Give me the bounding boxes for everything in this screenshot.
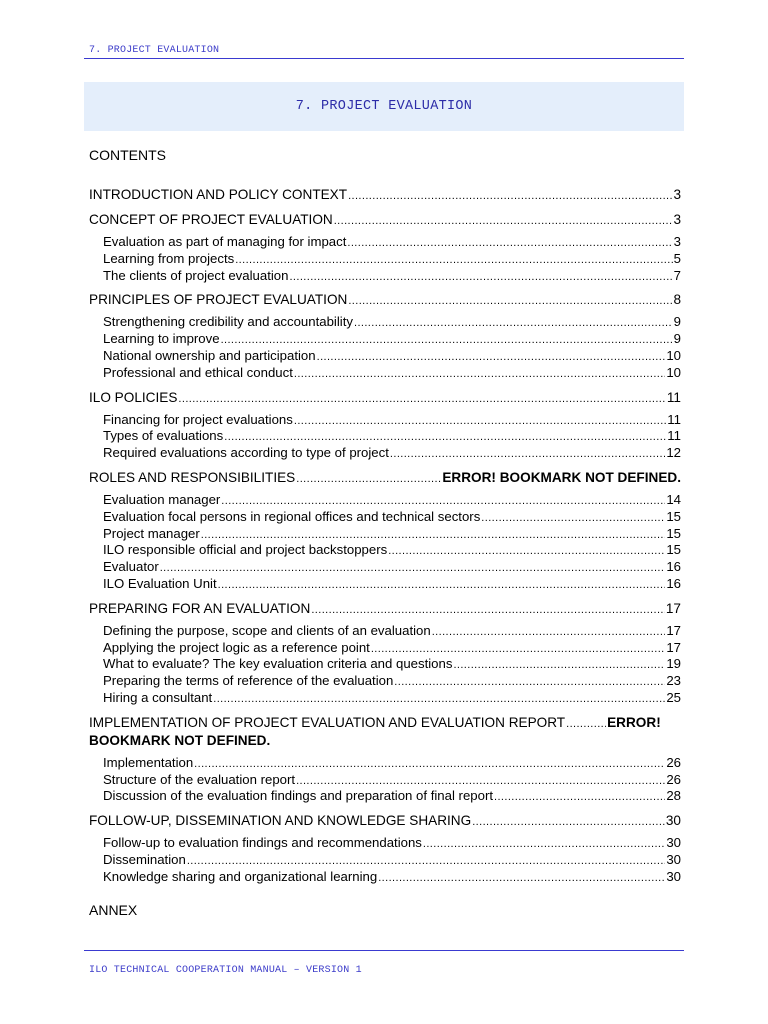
toc-entry-title: Implementation [103,754,194,770]
toc-leader-dots [201,527,666,543]
toc-subsection-entry[interactable] [89,772,681,789]
toc-page-number: 16 [666,559,681,575]
toc-leader-dots [334,212,673,229]
toc-entry-title: The clients of project evaluation [103,267,289,283]
toc-page-number: 30 [665,813,681,829]
toc-page-number: 14 [666,491,681,507]
toc-entry-title: Evaluation as part of managing for impact [103,234,347,249]
toc-subsection-entry[interactable] [89,755,681,772]
toc-entry-error-continued: BOOKMARK NOT DEFINED. [89,732,271,748]
toc-entry-title: Strengthening credibility and accountability [103,314,353,330]
toc-entry-title: ILO Evaluation Unit [103,575,217,591]
toc-subsection-entry[interactable] [89,331,681,348]
toc-page-number: 15 [666,525,681,541]
toc-leader-dots [348,187,672,204]
toc-leader-dots [348,292,672,309]
toc-leader-dots [224,429,666,445]
toc-leader-dots [566,715,606,732]
toc-entry-title: Learning to improve [103,331,220,347]
toc-leader-dots [289,269,672,285]
toc-leader-dots [317,349,666,365]
toc-leader-dots [453,657,665,673]
toc-page-number: 15 [666,542,681,558]
toc-entry-title: Follow-up to evaluation findings and recommendations [103,835,422,851]
toc-subsection-entry[interactable] [89,509,681,526]
toc-page-number: 5 [673,250,681,266]
toc-section-entry[interactable] [89,811,681,830]
toc-leader-dots [178,390,665,407]
toc-entry-title: Learning from projects [103,250,235,266]
toc-subsection-entry[interactable] [89,542,681,559]
toc-subsection-entry[interactable] [89,656,681,673]
toc-entry-title: Evaluation focal persons in regional offices and technical sectors [103,508,481,524]
toc-section-entry[interactable] [89,185,681,204]
toc-entry-title: Discussion of the evaluation findings and preparation of final report [103,788,494,804]
toc-page-number: 17 [666,622,681,638]
toc-leader-dots [494,789,665,805]
toc-entry-title: Financing for project evaluations [103,411,293,427]
toc-entry-title: Types of evaluations [103,428,224,444]
toc-entry-title: PREPARING FOR AN EVALUATION [89,600,311,616]
toc-page-number: 17 [665,600,681,616]
toc-entry-title: IMPLEMENTATION OF PROJECT EVALUATION AND EVALUATION REPORT [89,714,566,730]
toc-subsection-entry[interactable] [89,268,681,285]
toc-subsection-entry[interactable] [89,559,681,576]
toc-page-number: 23 [666,673,681,689]
toc-subsection-entry[interactable] [89,788,681,805]
toc-leader-dots [378,870,665,886]
toc-page-number: 30 [666,851,681,867]
header-rule [84,58,684,59]
toc-page-number: 10 [666,364,681,380]
toc-entry-error: ERROR! [607,714,661,730]
toc-leader-dots [294,366,665,382]
toc-entry-title: Applying the project logic as a reference point [103,639,370,655]
toc-subsection-entry[interactable] [89,492,681,509]
toc-page-number: 25 [666,689,681,705]
toc-entry-title: INTRODUCTION AND POLICY CONTEXT [89,187,348,202]
toc-subsection-entry[interactable] [89,412,681,429]
toc-entry-title: Defining the purpose, scope and clients of an evaluation [103,622,431,638]
toc-page-number: 10 [666,347,681,363]
toc-page-number: 19 [666,656,681,672]
toc-leader-dots [347,235,672,251]
toc-leader-dots [472,813,665,830]
toc-subsection-entry[interactable] [89,835,681,852]
toc-leader-dots [432,624,666,640]
toc-section-entry[interactable] [89,599,681,618]
toc-entry-title: Hiring a consultant [103,689,213,705]
toc-page-number: 17 [666,639,681,655]
toc-entry-title: Dissemination [103,851,186,867]
toc-page-number: 9 [673,331,681,347]
toc-page-number: 11 [667,411,681,427]
toc-page-number: 8 [673,292,681,308]
toc-leader-dots [296,470,441,487]
toc-page-number: 9 [673,314,681,330]
annex-heading: ANNEX [89,902,138,918]
toc-section-entry[interactable] [89,210,681,229]
toc-section-entry[interactable] [89,468,681,487]
toc-subsection-entry[interactable] [89,314,681,331]
toc-leader-dots [213,691,665,707]
toc-entry-title: Structure of the evaluation report [103,771,296,787]
toc-subsection-entry[interactable] [89,673,681,690]
toc-leader-dots [423,836,665,852]
toc-subsection-entry[interactable] [89,640,681,657]
toc-subsection-entry[interactable] [89,428,681,445]
toc-subsection-entry[interactable] [89,576,681,593]
toc-subsection-entry[interactable] [89,365,681,382]
toc-subsection-entry[interactable] [89,526,681,543]
toc-leader-dots [294,413,666,429]
toc-leader-dots [235,252,672,268]
toc-entry-title: National ownership and participation [103,347,316,363]
toc-entry-title: Evaluation manager [103,491,221,507]
toc-page-number: 26 [666,771,681,787]
toc-entry-title: Evaluator [103,559,159,575]
toc-subsection-entry[interactable] [89,852,681,869]
toc-subsection-entry[interactable] [89,234,681,251]
toc-leader-dots [187,853,666,869]
toc-subsection-entry[interactable] [89,445,681,462]
toc-page-number: 3 [673,212,681,227]
contents-heading: CONTENTS [89,147,166,163]
toc-leader-dots [221,332,673,348]
toc-leader-dots [296,773,665,789]
toc-entry-error: ERROR! BOOKMARK NOT DEFINED. [442,469,681,485]
toc-subsection-entry[interactable] [89,690,681,707]
toc-entry-title: Professional and ethical conduct [103,364,293,380]
toc-entry-title: Project manager [103,525,200,541]
toc-leader-dots [371,641,665,657]
toc-entry-title: ILO responsible official and project backstoppers [103,542,388,558]
toc-leader-dots [194,756,665,772]
toc-page-number: 26 [666,754,681,770]
toc-entry-title: ILO POLICIES [89,389,178,405]
toc-leader-dots [160,560,666,576]
toc-page-number: 28 [666,788,681,804]
toc-page-number: 15 [666,508,681,524]
toc-entry-title: Preparing the terms of reference of the evaluation [103,673,394,689]
toc-subsection-entry[interactable] [89,251,681,268]
toc-subsection-entry[interactable] [89,869,681,886]
footer-rule [84,950,684,951]
toc-page-number: 30 [666,868,681,884]
toc-page-number: 12 [666,445,681,461]
toc-leader-dots [390,446,665,462]
table-of-contents [89,185,681,886]
toc-page-number: 7 [673,267,681,283]
running-header: 7. PROJECT EVALUATION [89,45,220,56]
toc-page-number: 3 [673,187,681,202]
toc-leader-dots [394,674,665,690]
toc-entry-title: What to evaluate? The key evaluation criteria and questions [103,656,453,672]
toc-entry-wrapped[interactable] [89,713,681,750]
running-footer: ILO TECHNICAL COOPERATION MANUAL – VERSION 1 [89,965,362,976]
toc-subsection-entry[interactable] [89,623,681,640]
toc-entry-title: PRINCIPLES OF PROJECT EVALUATION [89,292,348,308]
toc-page-number: 11 [666,389,681,405]
toc-entry-title: FOLLOW-UP, DISSEMINATION AND KNOWLEDGE SHARING [89,813,472,829]
toc-entry-title: CONCEPT OF PROJECT EVALUATION [89,212,333,227]
toc-leader-dots [221,493,665,509]
toc-page-number: 11 [667,428,681,444]
toc-leader-dots [311,601,665,618]
toc-section-entry[interactable] [89,290,681,309]
toc-page-number: 30 [666,835,681,851]
toc-page-number: 3 [673,234,681,249]
chapter-title-band [84,82,684,131]
toc-entry-title: ROLES AND RESPONSIBILITIES [89,469,296,485]
toc-section-entry[interactable] [89,388,681,407]
toc-leader-dots [388,543,665,559]
toc-entry-title: Required evaluations according to type of project [103,445,389,461]
toc-entry-title: Knowledge sharing and organizational learning [103,868,378,884]
toc-leader-dots [218,577,666,593]
toc-leader-dots [354,315,673,331]
toc-subsection-entry[interactable] [89,348,681,365]
toc-leader-dots [481,510,665,526]
toc-page-number: 16 [666,575,681,591]
chapter-title: 7. PROJECT EVALUATION [295,99,473,114]
